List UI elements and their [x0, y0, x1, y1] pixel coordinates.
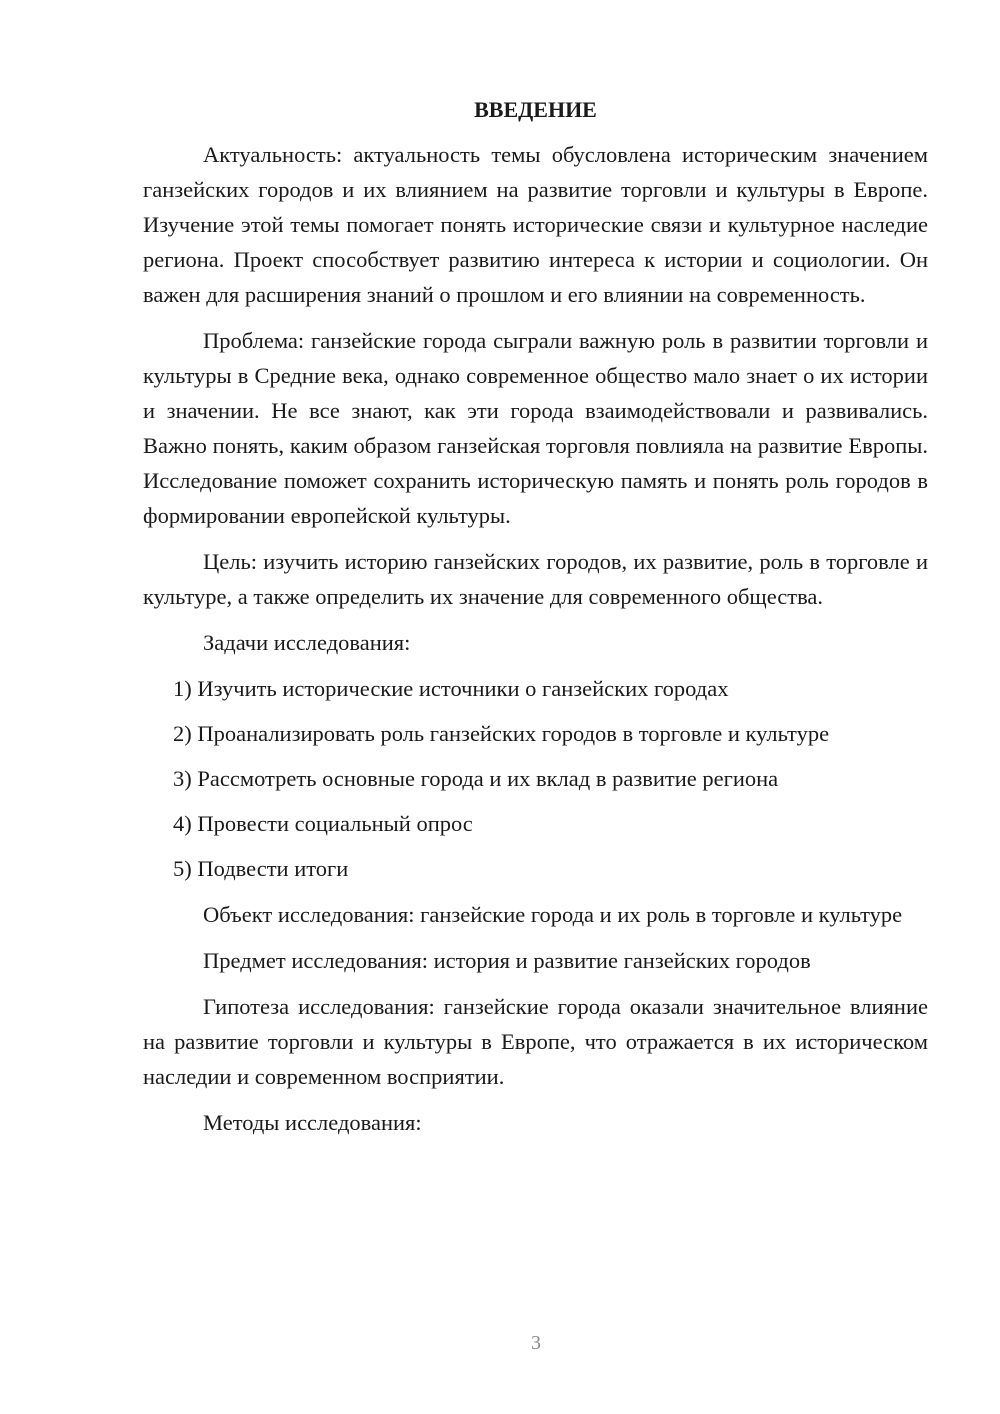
task-list — [143, 671, 928, 886]
paragraph-hypothesis: Гипотеза исследования: ганзейские города оказали значительное влияние на развитие торговли и культуры в Европе, что отражается в их историческом наследии и современном восприятии. — [143, 994, 928, 1089]
list-item: 4) Провести социальный опрос — [173, 811, 473, 836]
paragraph-object: Объект исследования: ганзейские города и их роль в торговле и культуре — [203, 902, 903, 927]
paragraph-methods: Методы исследования: — [203, 1110, 422, 1135]
list-item: 5) Подвести итоги — [173, 856, 349, 881]
paragraph-relevance: Актуальность: актуальность темы обусловлена историческим значением ганзейских городов и их влиянием на развитие торговли и культуры в Европе. Изучение этой темы помогает понять исторические связи и культурное наследие региона. Проект способствует развитию интереса к истории и социологии. Он важен для расширения знаний о прошлом и его влиянии на современность. — [143, 142, 928, 307]
list-item: 2) Проанализировать роль ганзейских городов в торговле и культуре — [173, 721, 830, 746]
list-item: 1) Изучить исторические источники о ганзейских городах — [173, 676, 729, 701]
paragraph-goal: Цель: изучить историю ганзейских городов, их развитие, роль в торговле и культуре, а также определить их значение для современного общества. — [143, 549, 928, 609]
paragraph-tasks-heading: Задачи исследования: — [203, 630, 411, 655]
paragraph-subject: Предмет исследования: история и развитие ганзейских городов — [203, 948, 811, 973]
list-item: 3) Рассмотреть основные города и их вклад в развитие региона — [173, 766, 779, 791]
page-title: ВВЕДЕНИЕ — [474, 97, 597, 122]
page-number: 3 — [531, 1332, 541, 1354]
document-page — [143, 92, 928, 1151]
paragraph-problem: Проблема: ганзейские города сыграли важную роль в развитии торговли и культуры в Средние века, однако современное общество мало знает о их истории и значении. Не все знают, как эти города взаимодействовали и развивались. Важно понять, каким образом ганзейская торговля повлияла на развитие Европы. Исследование поможет сохранить историческую память и понять роль городов в формировании европейской культуры. — [143, 328, 928, 528]
